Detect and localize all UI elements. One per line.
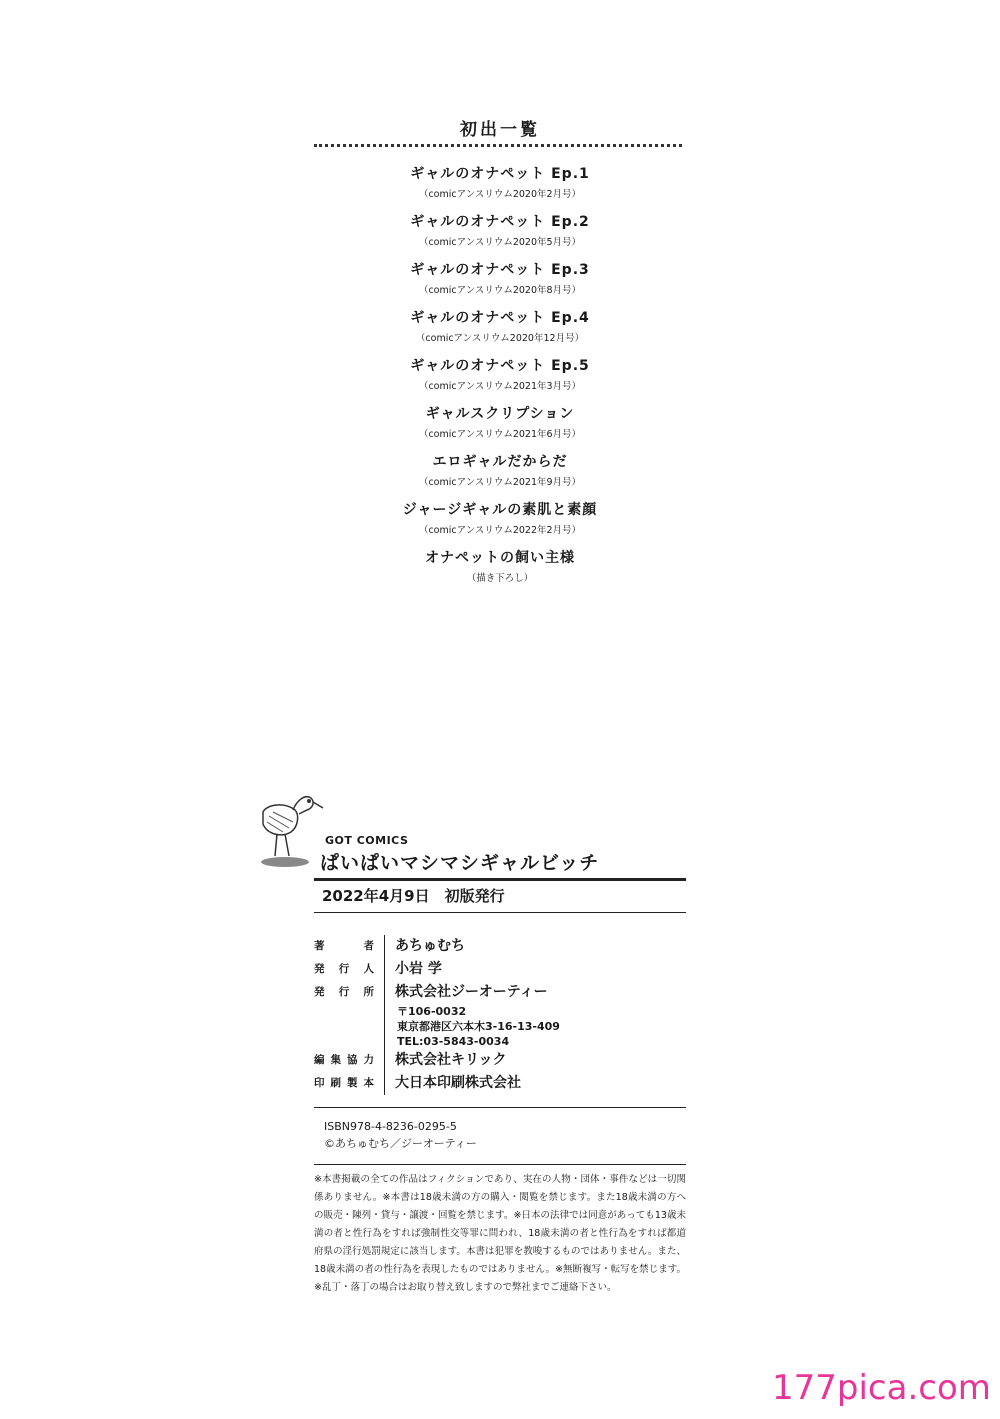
work-source: （comicアンスリウム2021年3月号） bbox=[418, 381, 582, 392]
credit-body bbox=[384, 935, 465, 958]
credit-role: 発行所 bbox=[314, 986, 374, 998]
work-item bbox=[300, 307, 700, 355]
divider bbox=[314, 1164, 686, 1165]
credit-role: 印刷製本 bbox=[314, 1077, 374, 1089]
work-source: （comicアンスリウム2020年5月号） bbox=[418, 237, 582, 248]
work-source: （comicアンスリウム2020年2月号） bbox=[418, 189, 582, 200]
telephone: TEL:03-5843-0034 bbox=[397, 1035, 510, 1048]
work-title: オナペットの飼い主様 bbox=[425, 550, 575, 566]
isbn-block bbox=[324, 1118, 477, 1152]
work-title: ギャルのオナペット Ep.1 bbox=[410, 166, 590, 182]
work-title: ギャルのオナペット Ep.3 bbox=[410, 262, 590, 278]
work-title: ギャルスクリプション bbox=[425, 406, 575, 422]
work-item bbox=[300, 355, 700, 403]
credit-row bbox=[314, 958, 686, 981]
work-source: （描き下ろし） bbox=[466, 573, 534, 584]
work-item bbox=[300, 403, 700, 451]
address: 東京都港区六本木3-16-13-409 bbox=[397, 1020, 560, 1033]
credit-name: 大日本印刷株式会社 bbox=[395, 1075, 521, 1091]
credits-table bbox=[314, 935, 686, 1095]
legal-notice: ※本書掲載の全ての作品はフィクションであり、実在の人物・団体・事件などは一切関係ありません。※本書は18歳未満の方の購入・閲覧を禁じます。また18歳未満の方への販売・陳列・貸与・譲渡・回覧を禁じます。※日本の法律では同意があっても13歳未満の者と性行為をすれば強制性交等罪に問われ、18歳未満の者と性行為をすれば都道府県の淫行処罰規定に該当します。本書は犯罪を教唆するものではありません。また、18歳未満の者の性行為を表現したものではありません。※無断複写・転写を禁じます。※乱丁・落丁の場合はお取り替え致しますので弊社までご連絡下さい。 bbox=[314, 1174, 686, 1293]
contents-title: 初出一覧 bbox=[460, 120, 540, 140]
credit-body bbox=[384, 958, 442, 981]
divider bbox=[314, 878, 686, 881]
work-source: （comicアンスリウム2021年6月号） bbox=[418, 429, 582, 440]
credit-body bbox=[384, 1049, 506, 1072]
label-name: GOT COMICS bbox=[325, 834, 409, 847]
credit-row bbox=[314, 981, 686, 1049]
work-item bbox=[300, 163, 700, 211]
isbn: ISBN978-4-8236-0295-5 bbox=[324, 1120, 457, 1133]
work-source: （comicアンスリウム2020年12月号） bbox=[415, 333, 585, 344]
divider bbox=[314, 1107, 686, 1108]
credit-name: あちゅむち bbox=[395, 938, 465, 954]
work-item bbox=[300, 451, 700, 499]
credit-role: 著者 bbox=[314, 940, 374, 952]
dotted-divider bbox=[314, 144, 682, 147]
work-title: エロギャルだからだ bbox=[432, 454, 568, 470]
work-title: ジャージギャルの素肌と素顔 bbox=[402, 502, 598, 518]
credit-row bbox=[314, 935, 686, 958]
work-item bbox=[300, 499, 700, 547]
credit-name: 株式会社キリック bbox=[395, 1052, 507, 1068]
divider bbox=[314, 912, 686, 913]
credit-name: 小岩 学 bbox=[395, 961, 442, 977]
edition-date: 2022年4月9日 初版発行 bbox=[322, 887, 505, 905]
work-title: ギャルのオナペット Ep.4 bbox=[410, 310, 590, 326]
credit-body bbox=[384, 1072, 521, 1095]
credit-body bbox=[384, 981, 560, 1049]
first-appearance-list bbox=[300, 163, 700, 595]
postal-code: 〒106-0032 bbox=[397, 1005, 467, 1018]
work-title: ギャルのオナペット Ep.5 bbox=[410, 358, 590, 374]
work-source: （comicアンスリウム2022年2月号） bbox=[418, 525, 582, 536]
copyright: ©あちゅむち／ジーオーティー bbox=[324, 1137, 477, 1150]
work-source: （comicアンスリウム2021年9月号） bbox=[418, 477, 582, 488]
credit-row bbox=[314, 1072, 686, 1095]
work-item bbox=[300, 211, 700, 259]
credit-role: 発行人 bbox=[314, 963, 374, 975]
credit-role: 編集協力 bbox=[314, 1054, 374, 1066]
work-source: （comicアンスリウム2020年8月号） bbox=[418, 285, 582, 296]
book-title: ぱいぱいマシマシギャルビッチ bbox=[320, 852, 600, 874]
site-watermark: 177pica.com bbox=[772, 1368, 991, 1408]
credit-name: 株式会社ジーオーティー bbox=[395, 984, 548, 1000]
work-title: ギャルのオナペット Ep.2 bbox=[410, 214, 590, 230]
work-item bbox=[300, 547, 700, 595]
work-item bbox=[300, 259, 700, 307]
credit-row bbox=[314, 1049, 686, 1072]
bird-mascot-icon bbox=[255, 790, 325, 870]
